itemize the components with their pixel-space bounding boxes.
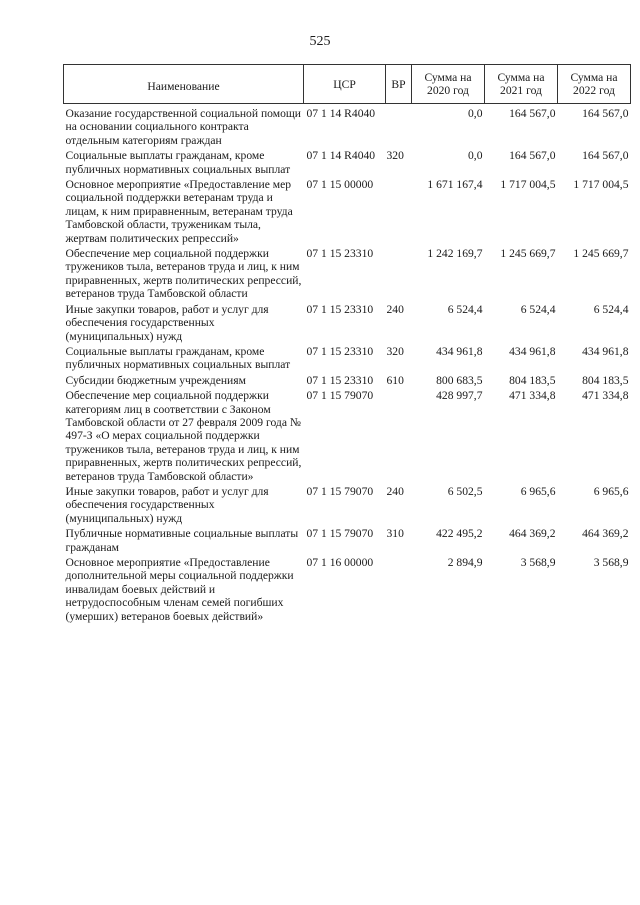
row-sum-2020-cell: 6 502,5	[447, 484, 483, 498]
row-vr-cell	[386, 178, 412, 247]
row-vr-cell: 240	[386, 484, 404, 498]
row-sum-2020-cell: 6 524,4	[447, 302, 483, 316]
table-row	[64, 374, 631, 389]
row-sum-2020-cell: 428 997,7	[436, 389, 483, 403]
row-sum-2020-cell: 434 961,8	[436, 344, 483, 358]
row-sum-2022-cell: 464 369,2	[582, 527, 629, 541]
row-sum-2021-cell: 6 524,4	[520, 302, 556, 316]
row-vr-cell: 320	[386, 344, 404, 358]
table-row	[64, 104, 631, 150]
row-sum-2022-cell: 164 567,0	[582, 149, 629, 163]
row-sum-2021-cell: 434 961,8	[509, 344, 556, 358]
row-sum-2021-cell: 3 568,9	[520, 556, 556, 569]
row-name-cell: Публичные нормативные социальные выплаты гражданам	[65, 527, 299, 554]
row-csr-cell: 07 1 14 R4040	[306, 149, 376, 163]
row-csr-cell: 07 1 15 79070	[306, 389, 374, 403]
row-sum-2021-cell: 1 245 669,7	[500, 247, 556, 261]
row-vr-cell: 240	[386, 302, 404, 316]
row-sum-2020-cell: 0,0	[468, 149, 483, 163]
row-csr-cell: 07 1 15 23310	[306, 373, 374, 387]
row-sum-2021-cell: 471 334,8	[509, 389, 556, 403]
row-vr-cell	[386, 247, 412, 303]
row-csr-cell: 07 1 15 79070	[306, 484, 374, 498]
table-row	[64, 485, 631, 527]
row-csr-cell: 07 1 15 79070	[306, 527, 374, 541]
header-vr: ВР	[386, 65, 412, 104]
row-sum-2021-cell: 164 567,0	[509, 149, 556, 163]
row-name-cell: Социальные выплаты гражданам, кроме публичных нормативных социальных выплат	[65, 344, 291, 372]
row-sum-2022-cell: 164 567,0	[582, 107, 629, 120]
row-name-cell: Иные закупки товаров, работ и услуг для обеспечения государственных (муниципальных) нужд	[65, 302, 269, 343]
row-sum-2020-cell: 0,0	[468, 107, 483, 120]
row-sum-2022-cell: 6 965,6	[593, 484, 629, 498]
row-sum-2022-cell: 3 568,9	[593, 556, 629, 569]
header-name: Наименование	[64, 65, 304, 104]
table-row	[64, 149, 631, 178]
budget-table	[63, 64, 631, 625]
row-sum-2021-cell: 804 183,5	[509, 373, 556, 387]
table-row	[64, 303, 631, 345]
row-sum-2022-cell: 434 961,8	[582, 344, 629, 358]
row-sum-2022-cell: 6 524,4	[593, 302, 629, 316]
row-name-cell: Основное мероприятие «Предоставление мер социальной поддержки ветеранам труда и лицам, к ним приравненным, ветеранам труда Тамбовской области, труженикам тыла, жертвам политических репрессий»	[65, 178, 293, 245]
row-sum-2021-cell: 164 567,0	[509, 107, 556, 120]
row-sum-2021-cell: 464 369,2	[509, 527, 556, 541]
row-sum-2020-cell: 1 242 169,7	[427, 247, 483, 261]
row-vr-cell: 310	[386, 527, 404, 541]
row-sum-2022-cell: 1 717 004,5	[573, 178, 629, 192]
page-number: 525	[309, 34, 331, 49]
header-sum-2022: Сумма на 2022 год	[558, 65, 631, 104]
row-name-cell: Обеспечение мер социальной поддержки категориям лиц в соответствии с Законом Тамбовской области от 27 февраля 2009 года № 497-З «О мерах социальной поддержки тружеников тыла, ветеранов труда и лиц, к ним приравненных, жертв политических репрессий, ветеранов труда Тамбовской области»	[65, 389, 302, 483]
row-sum-2020-cell: 1 671 167,4	[427, 178, 483, 192]
table-header	[64, 65, 631, 104]
table-row	[64, 247, 631, 303]
table-row	[64, 389, 631, 485]
header-sum-2020: Сумма на 2020 год	[412, 65, 485, 104]
table-row	[64, 345, 631, 374]
row-csr-cell: 07 1 15 23310	[306, 247, 374, 261]
header-csr: ЦСР	[304, 65, 386, 104]
row-sum-2022-cell: 804 183,5	[582, 373, 629, 387]
row-csr-cell: 07 1 15 23310	[306, 344, 374, 358]
table-row	[64, 178, 631, 247]
row-vr-cell: 320	[386, 149, 404, 163]
row-name-cell: Оказание государственной социальной помощи на основании социального контракта отдельным категориям граждан	[65, 107, 302, 147]
header-sum-2021: Сумма на 2021 год	[485, 65, 558, 104]
row-vr-cell: 610	[386, 373, 404, 387]
row-sum-2021-cell: 6 965,6	[520, 484, 556, 498]
row-name-cell: Субсидии бюджетным учреждениям	[65, 373, 246, 387]
row-csr-cell: 07 1 14 R4040	[306, 107, 376, 120]
row-sum-2020-cell: 422 495,2	[436, 527, 483, 541]
row-sum-2020-cell: 2 894,9	[447, 556, 483, 569]
table-row	[64, 527, 631, 556]
row-csr-cell: 07 1 15 00000	[306, 178, 374, 192]
row-sum-2022-cell: 1 245 669,7	[573, 247, 629, 261]
row-sum-2020-cell: 800 683,5	[436, 373, 483, 387]
row-vr-cell	[386, 104, 412, 150]
row-csr-cell: 07 1 15 23310	[306, 302, 374, 316]
row-sum-2021-cell: 1 717 004,5	[500, 178, 556, 192]
table-body	[64, 104, 631, 626]
row-name-cell: Основное мероприятие «Предоставление дополнительной меры социальной поддержки инвалидам боевых действий и нетрудоспособным членам семей погибших (умерших) ветеранов боевых действий»	[65, 556, 294, 623]
row-name-cell: Иные закупки товаров, работ и услуг для обеспечения государственных (муниципальных) нужд	[65, 484, 269, 525]
table-row	[64, 556, 631, 625]
row-name-cell: Обеспечение мер социальной поддержки тружеников тыла, ветеранов труда и лиц, к ним приравненных, жертв политических репрессий, ветеранов труда Тамбовской области	[65, 247, 302, 301]
row-vr-cell	[386, 556, 412, 625]
row-sum-2022-cell: 471 334,8	[582, 389, 629, 403]
row-vr-cell	[386, 389, 412, 485]
row-name-cell: Социальные выплаты гражданам, кроме публичных нормативных социальных выплат	[65, 149, 291, 176]
row-csr-cell: 07 1 16 00000	[306, 556, 374, 569]
